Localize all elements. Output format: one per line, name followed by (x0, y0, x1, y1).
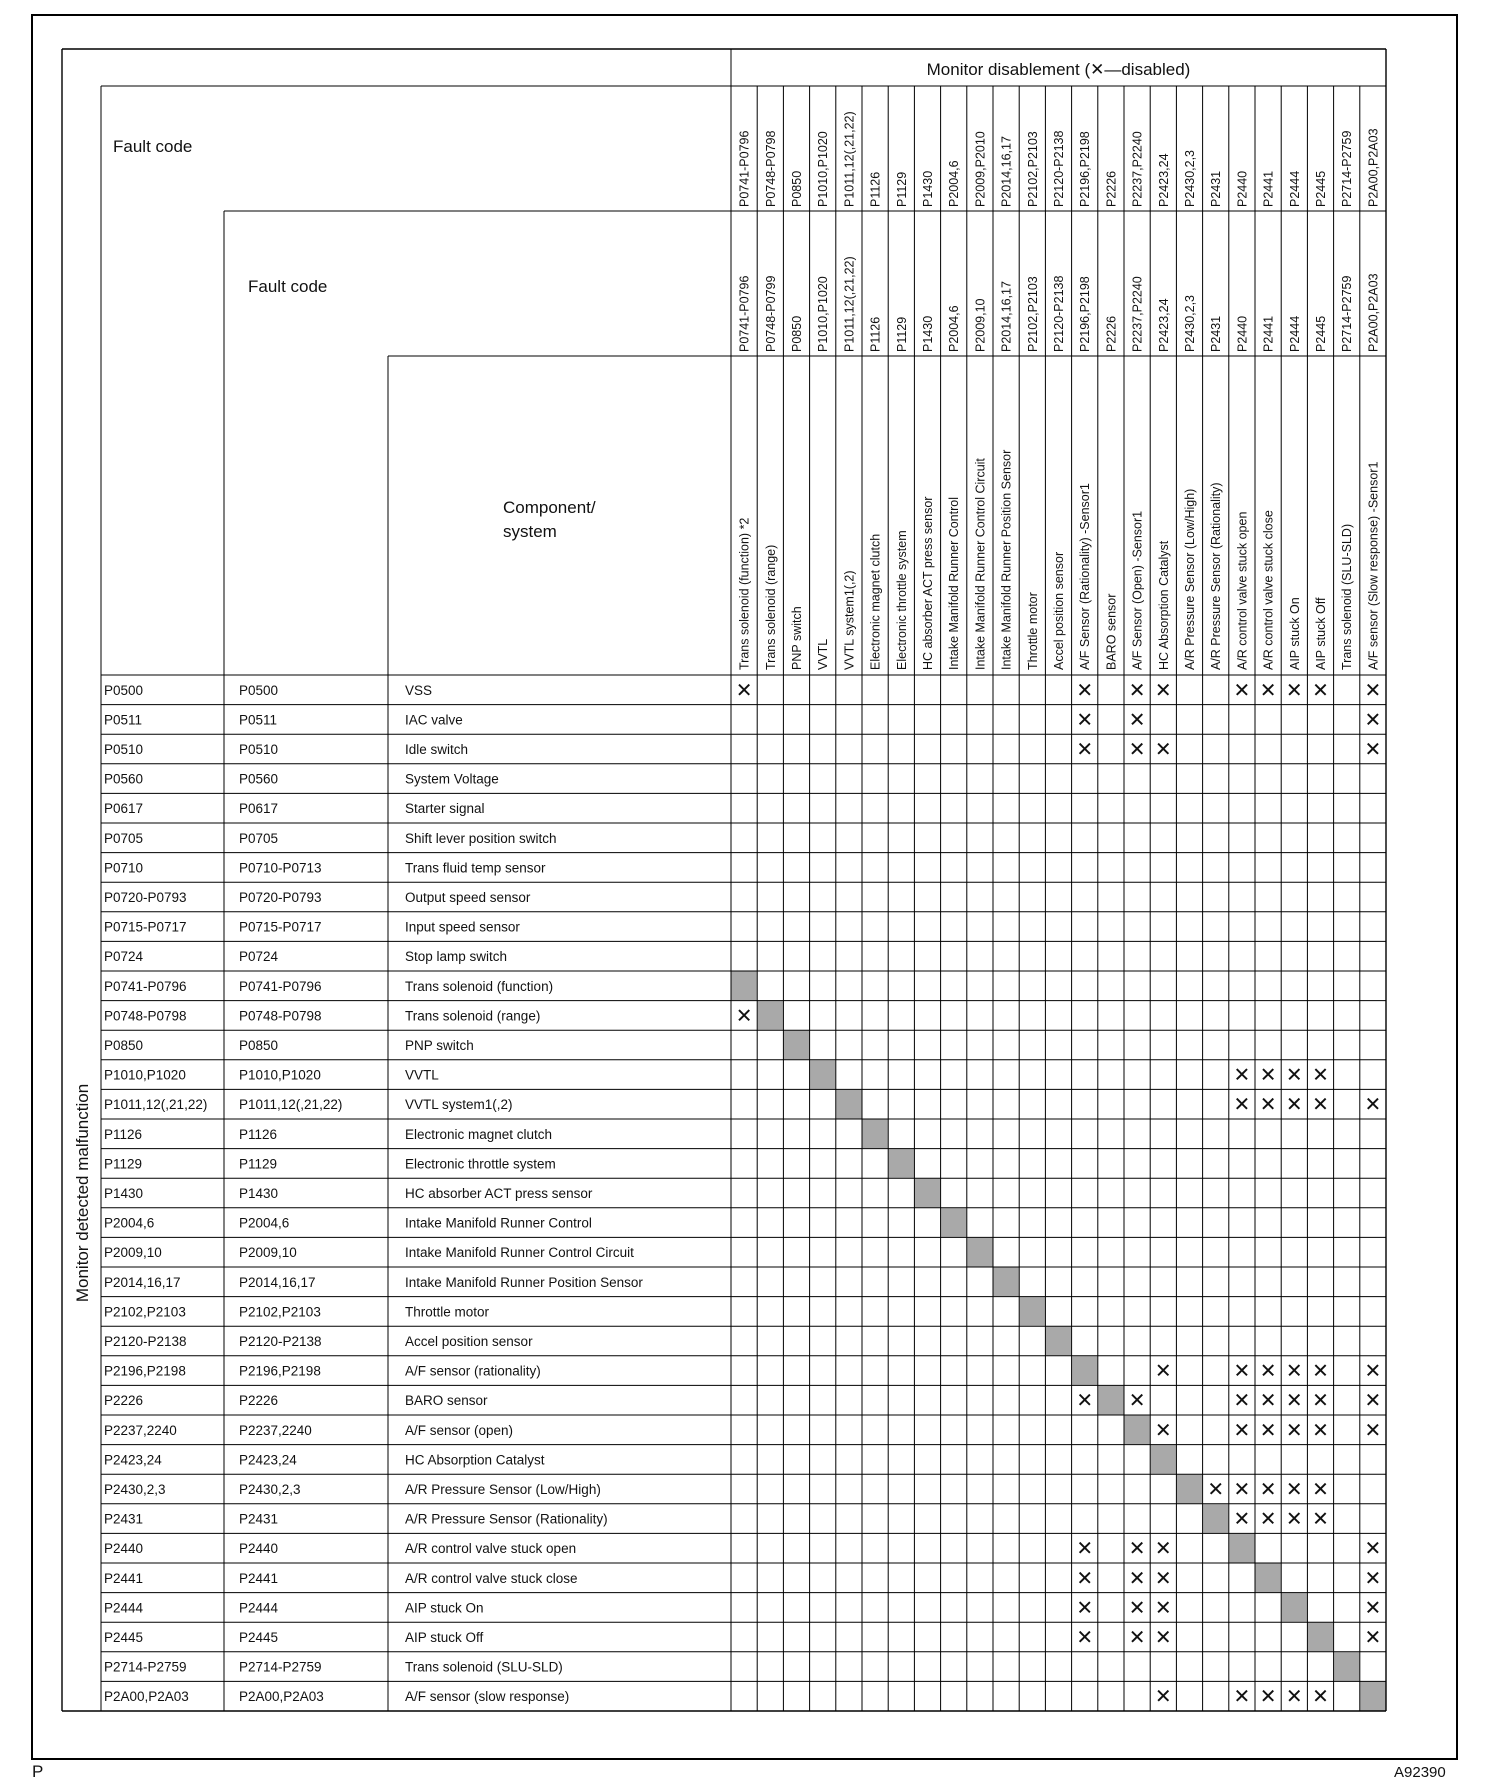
row-code-cell: P2431 (104, 1511, 144, 1527)
column-code2-header: P2444 (1287, 315, 1302, 352)
row-code2-cell: P2014,16,17 (239, 1274, 316, 1290)
row-code2-cell: P2A00,P2A03 (239, 1689, 324, 1705)
row-code-cell: P1011,12(,21,22) (104, 1097, 208, 1113)
disabled-mark: ✕ (1128, 739, 1146, 761)
row-system-cell: HC Absorption Catalyst (405, 1452, 545, 1468)
column-code-header: P2714-P2759 (1340, 130, 1355, 207)
column-code-header: P2440 (1235, 170, 1250, 207)
row-code2-cell: P2440 (239, 1541, 279, 1557)
row-code-cell: P2445 (104, 1630, 144, 1645)
disabled-mark: ✕ (1312, 1479, 1329, 1501)
row-system-cell: A/F sensor (rationality) (405, 1363, 541, 1379)
disabled-mark: ✕ (1128, 679, 1146, 702)
row-system-cell: A/R control valve stuck open (405, 1541, 577, 1557)
row-code2-cell: P2196,P2198 (239, 1363, 321, 1379)
row-code-cell: P0500 (104, 682, 144, 698)
column-system-header: A/F Sensor (Rationality) -Sensor1 (1078, 483, 1093, 670)
diagonal-shade-cell (1098, 1386, 1123, 1415)
row-code-cell: P2A00,P2A03 (104, 1689, 189, 1705)
disabled-mark: ✕ (1259, 679, 1277, 702)
row-system-cell: Trans fluid temp sensor (405, 860, 546, 876)
column-code2-header: P2102,P2103 (1025, 276, 1040, 352)
disabled-mark: ✕ (1312, 1094, 1329, 1117)
column-code2-header: P2009,10 (973, 298, 988, 352)
row-code-cell: P2196,P2198 (104, 1363, 186, 1379)
row-code2-cell: P0617 (239, 801, 279, 817)
disabled-mark: ✕ (1128, 1567, 1146, 1590)
column-code-header: P1126 (868, 171, 883, 207)
row-code2-cell: P2714-P2759 (239, 1659, 322, 1675)
disabled-mark: ✕ (1364, 1538, 1382, 1561)
column-system-header: HC Absorption Catalyst (1156, 540, 1171, 670)
diagonal-shade-cell (1020, 1297, 1045, 1326)
column-system-header: VVTL system1(,2) (842, 570, 857, 670)
column-system-header: AIP stuck Off (1314, 597, 1328, 670)
column-code2-header: P2441 (1261, 315, 1276, 352)
column-code2-header: P1129 (894, 316, 909, 352)
row-code2-cell: P0510 (239, 742, 279, 757)
diagonal-shade-cell (863, 1120, 888, 1149)
column-code2-header: P0850 (790, 315, 804, 352)
row-code-cell: P0705 (104, 830, 144, 846)
row-system-cell: VSS (405, 682, 433, 698)
disabled-mark: ✕ (1154, 679, 1172, 702)
disabled-mark: ✕ (1076, 1627, 1094, 1649)
disabled-mark: ✕ (1076, 1538, 1094, 1561)
column-code-header: P2444 (1287, 170, 1302, 207)
diagonal-shade-cell (1151, 1445, 1176, 1474)
diagonal-shade-cell (1203, 1504, 1228, 1533)
disabled-mark: ✕ (1312, 1064, 1329, 1087)
column-system-header: A/R control valve stuck open (1235, 511, 1250, 670)
disabled-mark: ✕ (1312, 1390, 1329, 1413)
row-system-cell: Trans solenoid (range) (405, 1008, 541, 1024)
column-system-header: Intake Manifold Runner Position Sensor (999, 449, 1014, 670)
column-code-header: P2226 (1104, 170, 1119, 207)
diagonal-shade-cell (836, 1090, 861, 1119)
row-code2-cell: P1010,P1020 (239, 1067, 321, 1083)
disabled-mark: ✕ (1259, 1094, 1277, 1117)
disabled-mark: ✕ (1285, 1360, 1303, 1383)
row-code-cell: P2014,16,17 (104, 1274, 181, 1290)
row-system-cell: Output speed sensor (405, 890, 531, 905)
column-code-header: P2120-P2138 (1052, 130, 1066, 207)
disabled-mark: ✕ (1259, 1419, 1277, 1442)
row-code-cell: P1010,P1020 (104, 1067, 186, 1083)
column-code-header: P1430 (921, 170, 935, 207)
disabled-mark: ✕ (735, 679, 753, 702)
column-system-header: Trans solenoid (range) (763, 544, 778, 670)
column-code-header: P1011,12(,21,22) (842, 111, 857, 207)
disabled-mark: ✕ (1364, 679, 1382, 702)
column-code-header: P2430,2,3 (1183, 150, 1197, 207)
disabled-mark: ✕ (1076, 1567, 1094, 1590)
row-code-cell: P1129 (104, 1156, 143, 1172)
row-code-cell: P2226 (104, 1393, 144, 1409)
column-code-header: P0741-P0796 (737, 130, 752, 207)
disabled-mark: ✕ (1364, 1390, 1382, 1413)
disabled-mark: ✕ (1285, 1390, 1303, 1413)
disabled-mark: ✕ (1259, 1479, 1277, 1501)
disabled-mark: ✕ (1364, 1094, 1382, 1117)
column-code-header: P2014,16,17 (999, 136, 1014, 207)
disabled-mark: ✕ (1233, 1064, 1251, 1087)
disabled-mark: ✕ (1233, 1508, 1251, 1531)
disabled-mark: ✕ (1364, 1360, 1382, 1383)
row-code-cell: P0724 (104, 949, 144, 965)
disabled-mark: ✕ (1154, 1627, 1172, 1649)
row-code-cell: P0715-P0717 (104, 919, 187, 935)
row-system-cell: Trans solenoid (function) (405, 978, 554, 994)
column-code-header: P2237,P2240 (1130, 131, 1145, 207)
row-code2-cell: P2441 (239, 1570, 279, 1586)
disabled-mark: ✕ (1233, 1094, 1251, 1117)
diagonal-shade-cell (1229, 1534, 1254, 1563)
row-system-cell: PNP switch (405, 1038, 474, 1053)
row-code-cell: P0850 (104, 1038, 144, 1053)
column-system-header: Electronic magnet clutch (868, 533, 883, 670)
diagonal-shade-cell (1046, 1327, 1071, 1356)
column-code-header: P2196,P2198 (1078, 131, 1093, 207)
row-code-cell: P0560 (104, 771, 144, 787)
disabled-mark: ✕ (1154, 1360, 1172, 1383)
diagonal-shade-cell (1334, 1652, 1359, 1681)
column-system-header: PNP switch (790, 606, 804, 670)
diagonal-shade-cell (1256, 1564, 1281, 1593)
column-system-header: AIP stuck On (1287, 597, 1302, 670)
monitor-disablement-title: Monitor disablement (✕—disabled) (926, 60, 1191, 79)
column-system-header: Intake Manifold Runner Control Circuit (973, 458, 988, 670)
column-code-header: P2102,P2103 (1025, 131, 1040, 207)
row-code2-cell: P0500 (239, 682, 279, 698)
disabled-mark: ✕ (1285, 1419, 1303, 1442)
row-system-cell: A/R control valve stuck close (405, 1570, 578, 1586)
disabled-mark: ✕ (1154, 1686, 1172, 1709)
disabled-mark: ✕ (1233, 1360, 1251, 1383)
disabled-mark: ✕ (1312, 1686, 1329, 1709)
disabled-mark: ✕ (1154, 1567, 1172, 1590)
row-system-cell: Shift lever position switch (405, 830, 557, 846)
column-system-header: Accel position sensor (1052, 551, 1066, 670)
row-code-cell: P0720-P0793 (104, 890, 187, 905)
disabled-mark: ✕ (1233, 1479, 1251, 1501)
row-code2-cell: P2445 (239, 1630, 279, 1645)
row-code2-cell: P0715-P0717 (239, 919, 322, 935)
row-code2-cell: P1011,12(,21,22) (239, 1097, 343, 1113)
row-code-cell: P2423,24 (104, 1452, 162, 1468)
diagonal-shade-cell (732, 972, 757, 1001)
row-system-cell: A/R Pressure Sensor (Low/High) (405, 1482, 601, 1497)
column-code2-header: P2430,2,3 (1183, 295, 1197, 352)
row-code2-cell: P0850 (239, 1038, 279, 1053)
column-code2-header: P1430 (921, 315, 935, 352)
column-code2-header: P1010,P1020 (816, 276, 831, 352)
row-code-cell: P1430 (104, 1186, 144, 1201)
row-code2-cell: P1430 (239, 1186, 279, 1201)
column-system-header: Throttle motor (1025, 592, 1040, 670)
column-code2-header: P1126 (868, 316, 883, 352)
row-code2-cell: P2004,6 (239, 1215, 290, 1231)
disabled-mark: ✕ (1128, 1597, 1146, 1620)
row-code-cell: P2444 (104, 1600, 144, 1616)
disabled-mark: ✕ (1364, 1567, 1382, 1590)
column-code2-header: P2196,P2198 (1078, 276, 1093, 352)
row-code-cell: P2009,10 (104, 1245, 162, 1261)
column-code-header: P2441 (1261, 170, 1276, 207)
disabled-mark: ✕ (1076, 1597, 1094, 1620)
fault-code-label-secondary: Fault code (248, 277, 328, 296)
column-system-header: HC absorber ACT press sensor (921, 496, 935, 670)
column-system-header: A/R control valve stuck close (1261, 510, 1276, 670)
disabled-mark: ✕ (1364, 1597, 1382, 1620)
disabled-mark: ✕ (1259, 1686, 1277, 1709)
disabled-mark: ✕ (1312, 1360, 1329, 1383)
diagonal-shade-cell (1282, 1593, 1307, 1622)
row-code-cell: P2441 (104, 1570, 144, 1586)
row-system-cell: IAC valve (405, 712, 463, 728)
column-code-header: P1129 (894, 171, 909, 207)
row-system-cell: Accel position sensor (405, 1334, 533, 1349)
column-system-header: VVTL (816, 638, 831, 670)
row-system-cell: HC absorber ACT press sensor (405, 1186, 593, 1201)
disabled-mark: ✕ (1154, 1597, 1172, 1620)
disabled-mark: ✕ (1128, 709, 1146, 732)
disabled-mark: ✕ (1285, 1064, 1303, 1087)
column-code-header: P2A00,P2A03 (1366, 128, 1381, 207)
column-code2-header: P2014,16,17 (999, 281, 1014, 352)
disabled-mark: ✕ (1233, 1390, 1251, 1413)
component-label-line1: Component/ (503, 498, 596, 517)
row-system-cell: AIP stuck Off (405, 1630, 484, 1645)
row-system-cell: System Voltage (405, 771, 499, 787)
disabled-mark: ✕ (1259, 1390, 1277, 1413)
row-code-cell: P0617 (104, 801, 144, 817)
row-code2-cell: P2226 (239, 1393, 279, 1409)
row-code2-cell: P2444 (239, 1600, 279, 1616)
row-code-cell: P1126 (104, 1126, 143, 1142)
column-code2-header: P2431 (1209, 315, 1224, 352)
row-system-cell: Input speed sensor (405, 919, 520, 935)
column-system-header: Electronic throttle system (894, 530, 909, 670)
disabled-mark: ✕ (1312, 1419, 1329, 1442)
row-code-cell: P0710 (104, 860, 144, 876)
row-code2-cell: P2423,24 (239, 1452, 297, 1468)
row-system-cell: A/F sensor (slow response) (405, 1689, 570, 1705)
column-system-header: A/F Sensor (Open) -Sensor1 (1130, 510, 1145, 670)
disabled-mark: ✕ (1259, 1064, 1277, 1087)
row-code-cell: P2430,2,3 (104, 1482, 166, 1497)
row-code-cell: P0511 (104, 712, 143, 728)
column-code-header: P1010,P1020 (816, 131, 831, 207)
diagonal-shade-cell (1177, 1475, 1202, 1504)
column-code2-header: P2423,24 (1156, 298, 1171, 352)
row-system-cell: Intake Manifold Runner Control (405, 1215, 592, 1231)
row-code-cell: P2440 (104, 1541, 144, 1557)
disabled-mark: ✕ (1076, 709, 1094, 732)
disabled-mark: ✕ (1364, 739, 1382, 761)
row-code2-cell: P0710-P0713 (239, 860, 322, 876)
component-label-line2: system (503, 522, 557, 541)
figure-id: A92390 (1394, 1764, 1446, 1781)
column-code2-header: P0748-P0799 (763, 275, 778, 352)
column-system-header: Trans solenoid (SLU-SLD) (1340, 523, 1355, 670)
column-code2-header: P2A00,P2A03 (1366, 273, 1381, 352)
column-code2-header: P2237,P2240 (1130, 276, 1145, 352)
column-system-header: BARO sensor (1104, 593, 1119, 670)
disabled-mark: ✕ (1154, 1538, 1172, 1561)
row-code-cell: P0748-P0798 (104, 1008, 187, 1024)
disabled-mark: ✕ (1312, 679, 1329, 702)
column-system-header: Intake Manifold Runner Control (947, 496, 962, 670)
column-code2-header: P2445 (1314, 315, 1328, 352)
row-system-cell: Stop lamp switch (405, 949, 508, 965)
row-system-cell: Intake Manifold Runner Position Sensor (405, 1274, 643, 1290)
row-code2-cell: P0741-P0796 (239, 978, 322, 994)
row-code2-cell: P0705 (239, 830, 279, 846)
column-code-header: P2004,6 (947, 160, 962, 207)
row-code-cell: P2102,P2103 (104, 1304, 186, 1320)
disabled-mark: ✕ (1076, 679, 1094, 702)
disabled-mark: ✕ (1285, 1479, 1303, 1501)
disabled-mark: ✕ (1128, 1390, 1146, 1413)
disabled-mark: ✕ (1285, 1094, 1303, 1117)
row-system-cell: VVTL system1(,2) (405, 1097, 513, 1113)
disabled-mark: ✕ (1233, 679, 1251, 702)
row-system-cell: A/F sensor (open) (405, 1422, 514, 1438)
column-code2-header: P1011,12(,21,22) (842, 256, 857, 352)
row-system-cell: VVTL (405, 1067, 439, 1083)
diagonal-shade-cell (1125, 1416, 1150, 1445)
column-system-header: A/R Pressure Sensor (Low/High) (1183, 488, 1197, 670)
diagonal-shade-cell (915, 1179, 940, 1208)
row-code2-cell: P2431 (239, 1511, 279, 1527)
row-code2-cell: P2120-P2138 (239, 1334, 322, 1349)
column-code2-header: P2440 (1235, 315, 1250, 352)
row-code2-cell: P0724 (239, 949, 279, 965)
column-code2-header: P0741-P0796 (737, 275, 752, 352)
row-code2-cell: P0720-P0793 (239, 890, 322, 905)
row-system-cell: Starter signal (405, 801, 485, 817)
row-system-cell: Electronic throttle system (405, 1156, 556, 1172)
row-code2-cell: P2237,2240 (239, 1422, 312, 1438)
disabled-mark: ✕ (1233, 1686, 1251, 1709)
column-system-header: Trans solenoid (function) *2 (737, 517, 752, 670)
row-code-cell: P2004,6 (104, 1215, 155, 1231)
row-code-cell: P2120-P2138 (104, 1334, 187, 1349)
row-system-cell: A/R Pressure Sensor (Rationality) (405, 1511, 608, 1527)
column-code-header: P0748-P0798 (763, 130, 778, 207)
disabled-mark: ✕ (1076, 1390, 1094, 1413)
column-code2-header: P2120-P2138 (1052, 275, 1066, 352)
row-system-cell: AIP stuck On (405, 1600, 484, 1616)
disabled-mark: ✕ (1233, 1419, 1251, 1442)
diagonal-shade-cell (1072, 1356, 1097, 1385)
row-code-cell: P2237,2240 (104, 1422, 177, 1438)
disabled-mark: ✕ (1259, 1508, 1277, 1531)
row-code2-cell: P1126 (239, 1126, 278, 1142)
row-code-cell: P0510 (104, 742, 144, 757)
disabled-mark: ✕ (1207, 1479, 1225, 1501)
fault-code-label: Fault code (113, 137, 193, 156)
row-code2-cell: P0511 (239, 712, 278, 728)
disabled-mark: ✕ (1154, 1419, 1172, 1442)
disabled-mark: ✕ (1364, 1419, 1382, 1442)
disabled-mark: ✕ (1312, 1508, 1329, 1531)
diagonal-shade-cell (1308, 1623, 1333, 1652)
disabled-mark: ✕ (1285, 1686, 1303, 1709)
disabled-mark: ✕ (1128, 1627, 1146, 1649)
column-code2-header: P2226 (1104, 315, 1119, 352)
diagonal-shade-cell (994, 1268, 1019, 1297)
row-code2-cell: P2009,10 (239, 1245, 297, 1261)
disabled-mark: ✕ (1285, 679, 1303, 702)
diagonal-shade-cell (784, 1031, 809, 1060)
column-code-header: P2423,24 (1156, 153, 1171, 207)
diagonal-shade-cell (941, 1208, 966, 1237)
column-code2-header: P2714-P2759 (1340, 275, 1355, 352)
column-system-header: A/F sensor (Slow response) -Sensor1 (1366, 461, 1381, 670)
row-code2-cell: P0748-P0798 (239, 1008, 322, 1024)
side-label: Monitor detected malfunction (73, 1083, 92, 1303)
column-code-header: P2431 (1209, 170, 1224, 207)
disabled-mark: ✕ (735, 1005, 753, 1028)
disabled-mark: ✕ (1285, 1508, 1303, 1531)
row-system-cell: Electronic magnet clutch (405, 1126, 553, 1142)
disabled-mark: ✕ (1154, 739, 1172, 761)
diagonal-shade-cell (889, 1149, 914, 1178)
column-code-header: P2009,P2010 (973, 131, 988, 207)
row-system-cell: BARO sensor (405, 1393, 488, 1409)
column-code-header: P2445 (1314, 170, 1328, 207)
disabled-mark: ✕ (1128, 1538, 1146, 1561)
page-marker: P (32, 1762, 44, 1781)
diagonal-shade-cell (810, 1060, 835, 1089)
diagonal-shade-cell (967, 1238, 992, 1267)
row-system-cell: Trans solenoid (SLU-SLD) (405, 1659, 563, 1675)
diagonal-shade-cell (1360, 1682, 1385, 1711)
disabled-mark: ✕ (1259, 1360, 1277, 1383)
row-code2-cell: P2102,P2103 (239, 1304, 321, 1320)
column-code-header: P0850 (790, 170, 804, 207)
row-system-cell: Throttle motor (405, 1304, 490, 1320)
row-system-cell: Idle switch (405, 742, 469, 757)
row-code2-cell: P1129 (239, 1156, 278, 1172)
column-system-header: A/R Pressure Sensor (Rationality) (1209, 482, 1224, 670)
column-code2-header: P2004,6 (947, 305, 962, 352)
disabled-mark: ✕ (1364, 709, 1382, 732)
row-code-cell: P0741-P0796 (104, 978, 187, 994)
row-system-cell: Intake Manifold Runner Control Circuit (405, 1245, 634, 1261)
diagonal-shade-cell (758, 1001, 783, 1030)
row-code-cell: P2714-P2759 (104, 1659, 187, 1675)
row-code2-cell: P2430,2,3 (239, 1482, 301, 1497)
row-code2-cell: P0560 (239, 771, 279, 787)
disabled-mark: ✕ (1076, 739, 1094, 761)
disabled-mark: ✕ (1364, 1627, 1382, 1649)
